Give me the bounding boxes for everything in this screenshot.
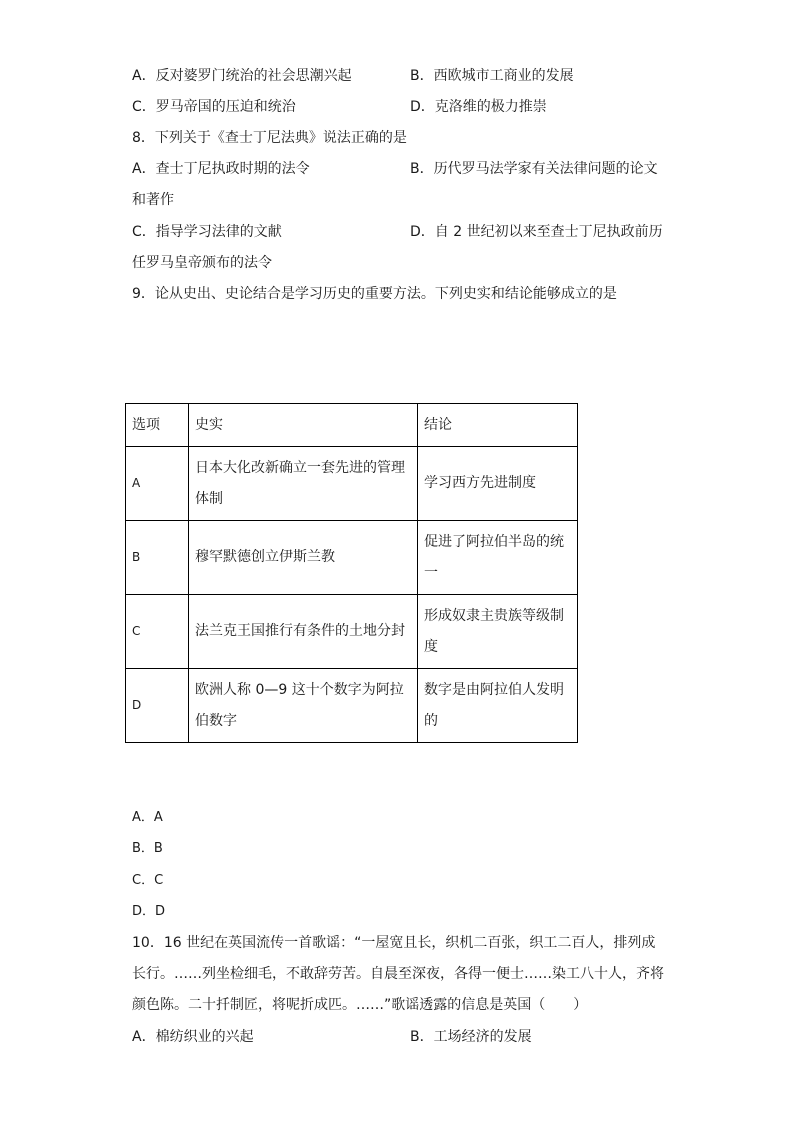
row-conclusion: 学习西方先进制度 xyxy=(418,447,578,521)
header-option: 选项 xyxy=(126,404,189,447)
q7-option-b: B．西欧城市工商业的发展 xyxy=(410,68,574,84)
table-row xyxy=(126,595,578,669)
q8-option-b-line1: B．历代罗马法学家有关法律问题的论文 xyxy=(410,161,658,177)
header-fact: 史实 xyxy=(189,404,418,447)
row-option: B xyxy=(126,521,189,595)
q8-stem: 8．下列关于《查士丁尼法典》说法正确的是 xyxy=(132,130,407,146)
table-row xyxy=(126,447,578,521)
row-fact: 日本大化改新确立一套先进的管理体制 xyxy=(189,447,418,521)
header-conclusion: 结论 xyxy=(418,404,578,447)
row-fact: 法兰克王国推行有条件的土地分封 xyxy=(189,595,418,669)
q9-answer-a: A．A xyxy=(132,810,163,825)
q8-option-a: A．查士丁尼执政时期的法令 xyxy=(132,161,310,177)
q9-answer-c: C．C xyxy=(132,873,164,888)
q7-option-c: C．罗马帝国的压迫和统治 xyxy=(132,99,296,115)
row-fact: 穆罕默德创立伊斯兰教 xyxy=(189,521,418,595)
q9-answer-b: B．B xyxy=(132,841,163,856)
row-option: D xyxy=(126,669,189,743)
q8-option-c: C．指导学习法律的文献 xyxy=(132,224,282,240)
row-option: A xyxy=(126,447,189,521)
q10-option-b: B．工场经济的发展 xyxy=(410,1029,532,1045)
q9-stem: 9．论从史出、史论结合是学习历史的重要方法。下列史实和结论能够成立的是 xyxy=(132,286,617,302)
q10-stem-line3: 颜色陈。二十扦制匠，将呢折成匹。……”歌谣透露的信息是英国（ ） xyxy=(132,997,588,1013)
table-row xyxy=(126,521,578,595)
row-conclusion: 数字是由阿拉伯人发明的 xyxy=(418,669,578,743)
q10-option-a: A．棉纺织业的兴起 xyxy=(132,1029,254,1045)
row-conclusion: 形成奴隶主贵族等级制度 xyxy=(418,595,578,669)
q7-option-d: D．克洛维的极力推崇 xyxy=(410,99,547,115)
row-conclusion: 促进了阿拉伯半岛的统一 xyxy=(418,521,578,595)
q9-table xyxy=(125,403,578,743)
row-option: C xyxy=(126,595,189,669)
q10-stem-line2: 长行。……列坐检细毛，不敢辞劳苦。自晨至深夜，各得一便士……染工八十人，齐将 xyxy=(132,966,664,982)
q8-option-d-line2: 任罗马皇帝颁布的法令 xyxy=(132,255,272,271)
q8-option-d-line1: D．自 2 世纪初以来至查士丁尼执政前历 xyxy=(410,224,663,240)
table-header-row xyxy=(126,404,578,447)
row-fact: 欧洲人称 0—9 这十个数字为阿拉伯数字 xyxy=(189,669,418,743)
q8-option-b-line2: 和著作 xyxy=(132,192,174,208)
table-row xyxy=(126,669,578,743)
q10-stem-line1: 10．16 世纪在英国流传一首歌谣：“一屋宽且长，织机二百张，织工二百人，排列成 xyxy=(132,935,656,951)
q9-answer-d: D．D xyxy=(132,904,166,919)
q7-option-a: A．反对婆罗门统治的社会思潮兴起 xyxy=(132,68,352,84)
